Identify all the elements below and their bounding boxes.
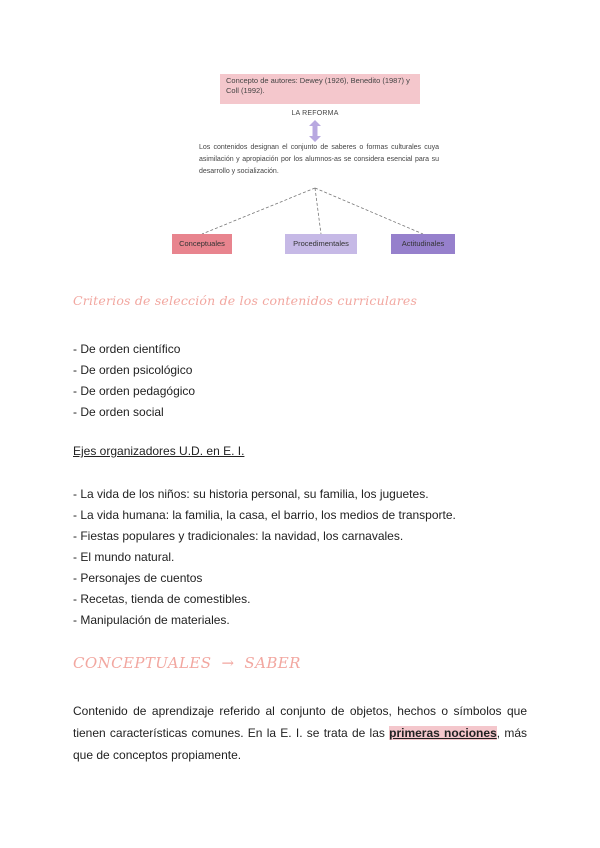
paragraph-text-end: , más que de conceptos propiamente. (73, 726, 527, 762)
reforma-label: LA REFORMA (291, 110, 339, 117)
saber-title: SABER (244, 654, 301, 672)
list-item: - El mundo natural. (73, 550, 175, 564)
list-item: - La vida de los niños: su historia personal, su familia, los juguetes. (73, 487, 429, 501)
category-procedimentales: Procedimentales (285, 234, 357, 254)
contents-description: Los contenidos designan el conjunto de saberes o formas culturales cuya asimilación y apropiación por los alumnos-as se considera esencial para su desarrollo y socialización. (199, 144, 439, 175)
paragraph-text: Contenido de aprendizaje referido al conjunto de objetos, hechos o símbolos que tienen características comunes. En la E. I. se trata de las (73, 704, 527, 740)
list-item: - De orden psicológico (73, 363, 193, 377)
conceptuales-title: CONCEPTUALES (73, 654, 212, 672)
conceptuales-heading (73, 654, 301, 672)
category-actitudinales: Actitudinales (391, 234, 455, 254)
branch-lines (165, 70, 465, 260)
criterios-heading: Criterios de selección de los contenidos curriculares (73, 293, 418, 308)
highlighted-term: primeras nociones (389, 726, 497, 740)
branch-line-right (315, 188, 423, 234)
ejes-list (73, 484, 456, 631)
contents-diagram (165, 70, 465, 260)
branch-line-left (202, 188, 315, 234)
list-item: - Manipulación de materiales. (73, 613, 230, 627)
list-item: - Recetas, tienda de comestibles. (73, 592, 251, 606)
list-item: - De orden pedagógico (73, 384, 196, 398)
criterios-list (73, 339, 195, 423)
conceptuales-paragraph (73, 700, 527, 766)
list-item: - La vida humana: la familia, la casa, el barrio, los medios de transporte. (73, 508, 456, 522)
list-item: - De orden científico (73, 342, 181, 356)
right-arrow-icon: → (221, 654, 235, 672)
category-conceptuales: Conceptuales (172, 234, 232, 254)
branch-line-center (315, 188, 321, 234)
list-item: - Fiestas populares y tradicionales: la navidad, los carnavales. (73, 529, 404, 543)
list-item: - Personajes de cuentos (73, 571, 203, 585)
list-item: - De orden social (73, 405, 164, 419)
authors-box: Concepto de autores: Dewey (1926), Benedito (1987) y Coll (1992). (220, 74, 420, 104)
ejes-heading: Ejes organizadores U.D. en E. I. (73, 444, 245, 458)
